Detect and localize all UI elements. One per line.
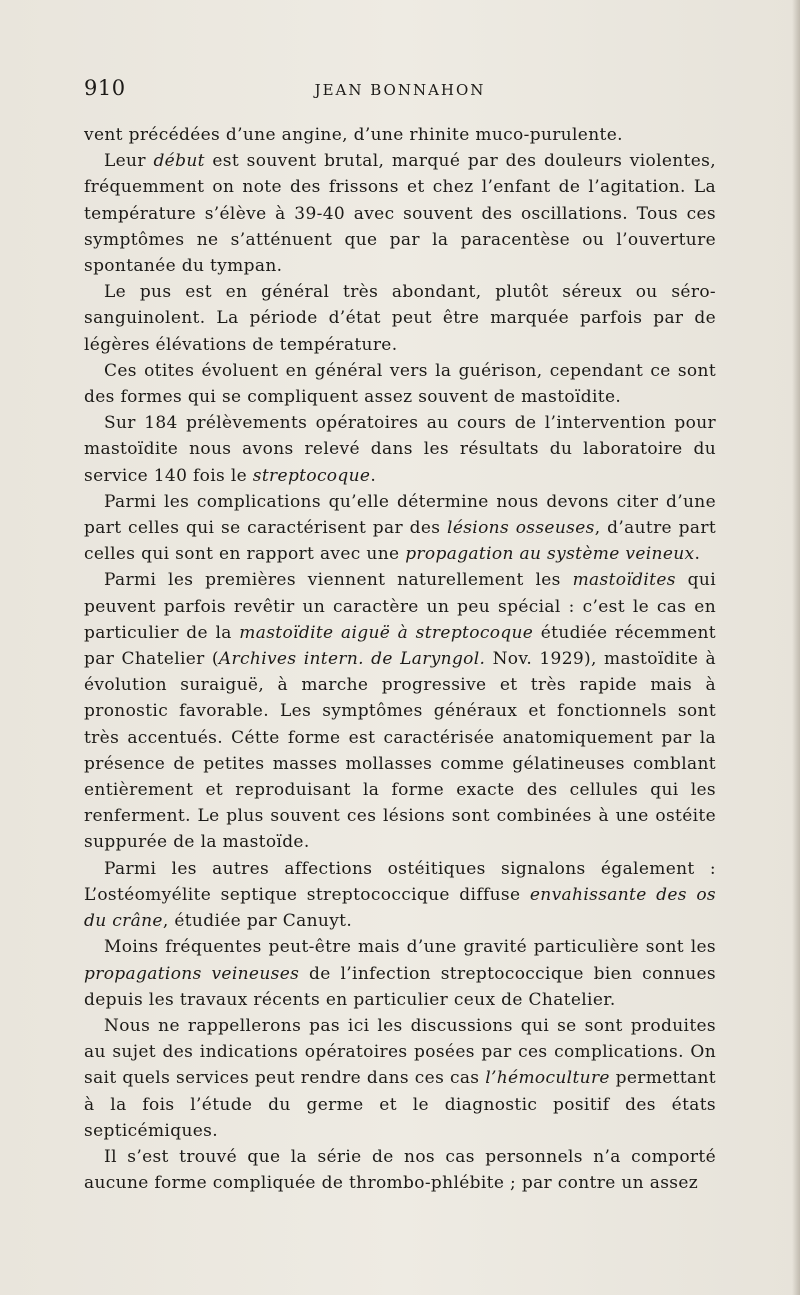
body-text (84, 122, 716, 1196)
paragraph (84, 279, 716, 358)
paragraph (84, 934, 716, 1013)
text-run: Moins fréquentes peut-être mais d’une gravité particulière sont les (104, 937, 716, 958)
text-run: qui peuvent parfois revêtir un caractère un peu spécial : c’est le cas en particulier de la (84, 570, 716, 643)
text-run: Nous ne rappellerons pas ici les discussions qui se sont produites au sujet des indications opératoires posées par ces complications. On sait quels services peut rendre dans ces cas (84, 1015, 716, 1089)
paragraph (84, 1013, 716, 1144)
running-head (84, 76, 716, 106)
text-run: Nov. 1929), mastoïdite à évolution suraiguë, à marche progressive et très rapide mais à pronostic favorable. Les symptômes généraux et fonctionnels sont très accentués. Cétte forme est caractérisée anatomiquement par la présence de petites masses mollasses comme gélatineuses comblant entièrement et reproduisant la forme exacte des cellules qui les renferment. Le plus souvent ces lésions sont combinées à une ostéite suppurée de la mastoïde. (84, 649, 716, 853)
text-run: de l’infection streptococcique bien connues depuis les travaux récents en particulier ceux de Chatelier. (84, 963, 716, 1010)
text-run: Il s’est trouvé que la série de nos cas personnels n’a comporté aucune forme compliquée de thrombo-phlébite ; par contre un assez (84, 1146, 716, 1194)
text-run: Ces otites évoluent en général vers la guérison, cependant ce sont des formes qui se compliquent assez souvent de mastoïdite. (84, 360, 716, 408)
text-run: Sur 184 prélèvements opératoires au cours de l’intervention pour mastoïdite nous avons relevé dans les résultats du laboratoire du service 140 fois le (84, 413, 716, 486)
italic-text: début (153, 151, 205, 172)
italic-text: mastoïdite aiguë à streptocoque (239, 622, 534, 643)
text-run: Parmi les premières viennent naturellement les (104, 570, 573, 591)
text-run: vent précédées d’une angine, d’une rhinite muco-purulente. (84, 125, 623, 145)
text-run: est souvent brutal, marqué par des douleurs violentes, fréquemment on note des frissons et chez l’enfant de l’agitation. La température s’élève à 39-40 avec souvent des oscillations. Tous ces symptômes ne s’atténuent que par la paracentèse ou l’ouverture spontanée du tympan. (84, 151, 716, 277)
paragraph (84, 122, 716, 148)
running-title: JEAN BONNAHON (314, 81, 486, 99)
italic-text: l’hémoculture (485, 1068, 610, 1089)
paragraph (84, 1144, 716, 1196)
italic-text: propagations veineuses (84, 963, 300, 984)
paragraph (84, 148, 716, 279)
text-run: Leur (104, 151, 154, 172)
text-run: permettant à la fois l’étude du germe et le diagnostic positif des états septicémiques. (84, 1068, 716, 1141)
text-run: Parmi les complications qu’elle détermine nous devons citer d’une part celles qui se caractérisent par des (84, 491, 716, 539)
text-run: Parmi les autres affections ostéitiques signalons également : L’ostéomyélite septique streptococcique diffuse (84, 858, 716, 905)
text-run: Le pus est en général très abondant, plutôt séreux ou séro-sanguinolent. La période d’état peut être marquée parfois par de légères élévations de température. (84, 282, 716, 355)
paragraph (84, 567, 716, 855)
paragraph (84, 489, 716, 568)
text-run: , étudiée par Canuyt. (162, 911, 353, 932)
paragraph (84, 856, 716, 935)
text-run: , d’autre part celles qui sont en rapport avec une (84, 518, 716, 565)
paragraph (84, 410, 716, 489)
italic-text: propagation au système veineux (405, 544, 695, 565)
italic-text: lésions osseuses (447, 518, 595, 539)
text-run: . (694, 544, 701, 565)
page-number: 910 (84, 76, 126, 100)
text-run: . (370, 465, 377, 486)
page-edge-shadow (792, 0, 800, 1295)
italic-text: envahissante des os du crâne (84, 884, 716, 932)
text-run: étudiée récemment par Chatelier ( (84, 622, 716, 670)
italic-text: Archives intern. de Laryngol. (218, 649, 486, 670)
italic-text: streptocoque (252, 465, 371, 486)
paragraph (84, 358, 716, 410)
italic-text: mastoïdites (572, 570, 676, 591)
